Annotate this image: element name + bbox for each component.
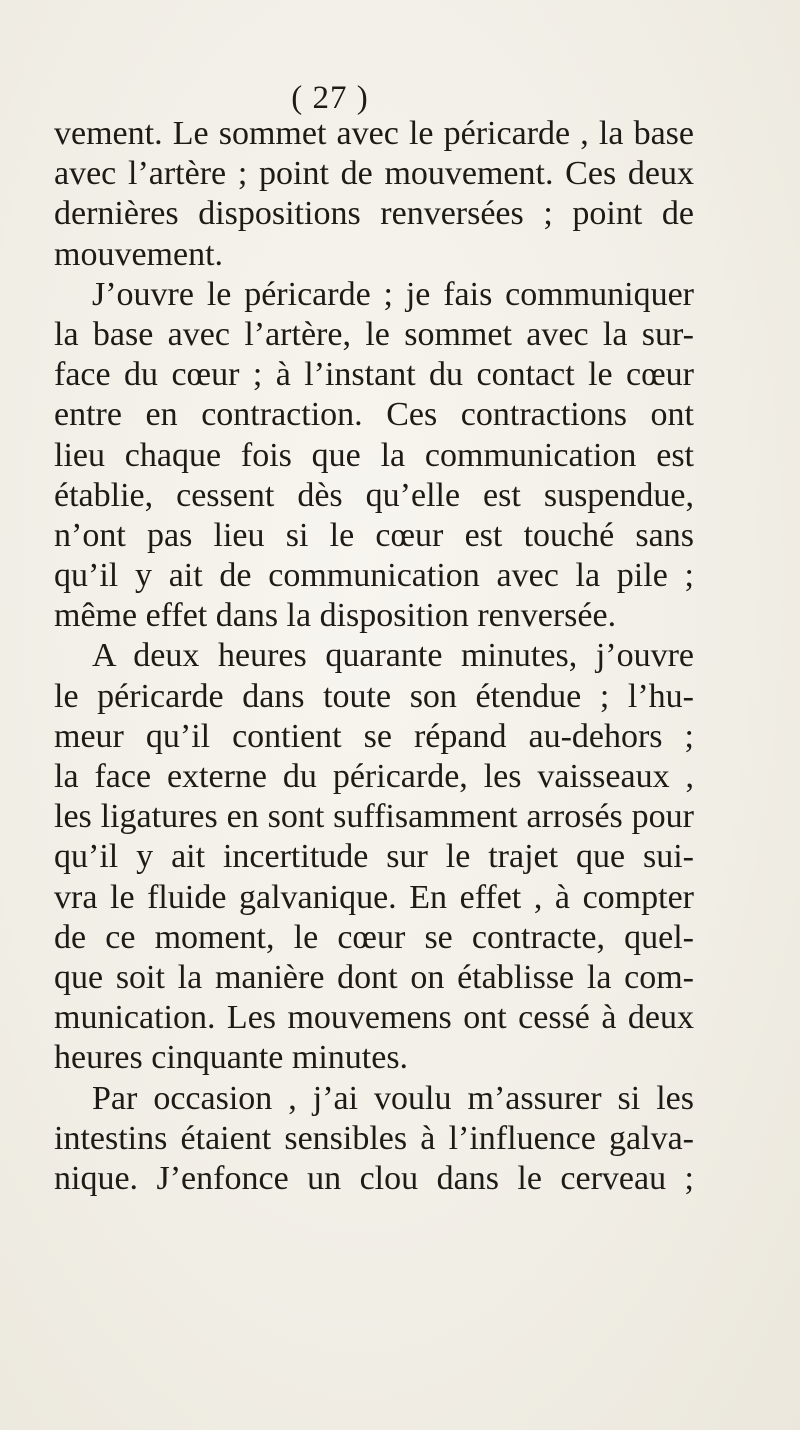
text-line: de ce moment, le cœur se contracte, quel- <box>54 918 694 956</box>
text-line: que soit la manière dont on établisse la com- <box>54 958 694 996</box>
text-line: établie, cessent dès qu’elle est suspendue, <box>54 476 694 514</box>
text-line: la base avec l’artère, le sommet avec la sur- <box>54 315 694 353</box>
text-line: la face externe du péricarde, les vaisseaux , <box>54 758 694 795</box>
text-line: munication. Les mouvemens ont cessé à deux <box>54 999 694 1037</box>
text-line: nique. J’enfonce un clou dans le cerveau ; <box>54 1159 694 1197</box>
text-line: lieu chaque fois que la communication est <box>54 436 694 474</box>
text-line: vement. Le sommet avec le péricarde , la base <box>54 115 694 152</box>
text-line: qu’il y ait de communication avec la pile ; <box>54 557 694 595</box>
page-number: ( 27 ) <box>291 80 369 116</box>
text-line: mouvement. <box>54 235 224 273</box>
text-line: n’ont pas lieu si le cœur est touché sans <box>54 516 694 554</box>
text-line: dernières dispositions renversées ; point de <box>54 195 694 233</box>
text-line: intestins étaient sensibles à l’influence galva- <box>54 1119 694 1157</box>
text-line: face du cœur ; à l’instant du contact le cœur <box>54 356 694 394</box>
text-line: heures cinquante minutes. <box>54 1039 409 1077</box>
text-line: meur qu’il contient se répand au-dehors ; <box>54 717 694 755</box>
text-line: les ligatures en sont suffisamment arrosés pour <box>54 798 694 836</box>
text-line: J’ouvre le péricarde ; je fais communiquer <box>92 275 694 313</box>
body-text <box>54 114 694 1199</box>
text-line: le péricarde dans toute son étendue ; l’hu- <box>54 677 694 715</box>
text-line: qu’il y ait incertitude sur le trajet que sui- <box>54 838 694 876</box>
text-line: A deux heures quarante minutes, j’ouvre <box>92 637 694 675</box>
text-line: avec l’artère ; point de mouvement. Ces deux <box>54 155 694 193</box>
text-line: vra le fluide galvanique. En effet , à compter <box>54 878 694 916</box>
text-line: même effet dans la disposition renversée. <box>54 597 617 635</box>
text-line: entre en contraction. Ces contractions ont <box>54 396 694 434</box>
text-line: Par occasion , j’ai voulu m’assurer si les <box>92 1079 694 1117</box>
